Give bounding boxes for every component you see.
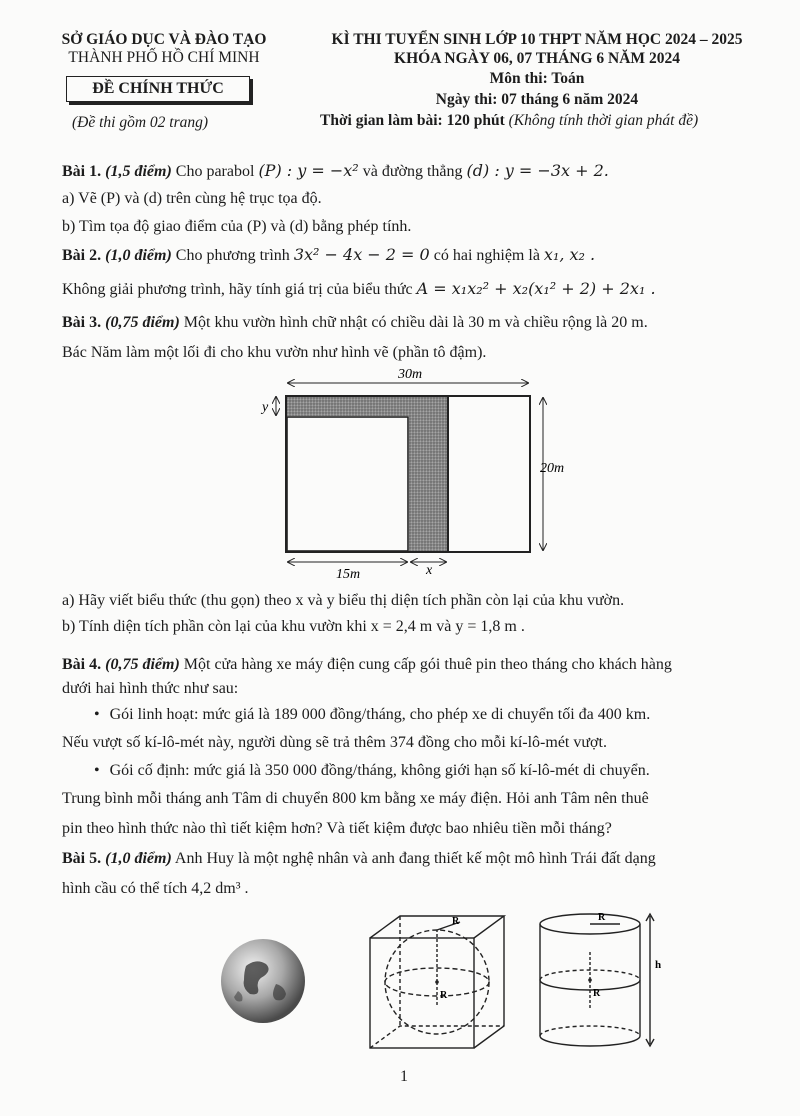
line-formula: (d) : y = −3x + 2. [466,161,609,180]
cylinder-bottom-back [540,1026,640,1036]
problem-4-flexible-plan: • Gói linh hoạt: mức giá là 189 000 đồng/tháng, cho phép xe di chuyển tối đa 400 km. [94,704,650,726]
problem-1-points: (1,5 điểm) [105,163,172,180]
problem-5-text: Anh Huy là một nghệ nhân và anh đang thiết kế một mô hình Trái đất dạng [174,850,656,867]
label-15m: 15m [336,567,361,582]
problem-5-statement [62,848,656,870]
problem-1-part-b: b) Tìm tọa độ giao điểm của (P) và (d) bằng phép tính. [62,218,412,235]
exam-session: KHÓA NGÀY 06, 07 THÁNG 6 NĂM 2024 [394,50,680,67]
parabol-formula: (P) : y = −x² [258,161,359,180]
exam-subject: Môn thi: Toán [489,70,585,87]
label-20m: 20m [540,461,565,476]
problem-3-part-a: a) Hãy viết biểu thức (thu gọn) theo x và y biểu thị diện tích phần còn lại của khu vườn. [62,592,625,609]
exam-duration [320,112,698,130]
cylinder-sphere-center [588,978,592,982]
label-x: x [426,563,433,578]
cube-hidden-edges [370,1026,504,1048]
dept-name: SỞ GIÁO DỤC VÀ ĐÀO TẠO [61,31,267,48]
problem-2-label: Bài 2. [62,247,102,264]
cyl-label-r-center: R [593,988,601,999]
problem-4-line-2: dưới hai hình thức như sau: [62,680,239,697]
cube-label-r-center: R [440,990,448,1001]
problem-3-text: Một khu vườn hình chữ nhật có chiều dài là 30 m và chiều rộng là 20 m. [183,314,648,331]
problem-4-label: Bài 4. [62,656,102,673]
problem-4-line-3: Nếu vượt số kí-lô-mét này, người dùng sẽ trả thêm 374 đồng cho mỗi kí-lô-mét vượt. [62,734,607,751]
problem-2-text-2: có hai nghiệm là [433,247,540,264]
city-name: THÀNH PHỐ HỒ CHÍ MINH [68,49,260,66]
cyl-label-r-top: R [598,912,606,923]
cylinder-sphere-figure [528,908,668,1058]
problem-4-line-4: Trung bình mỗi tháng anh Tâm di chuyển 800 km bằng xe máy điện. Hỏi anh Tâm nên thuê [62,790,649,807]
page-number: 1 [400,1068,408,1085]
garden-figure [250,364,570,586]
problem-1-text: Cho parabol [175,163,255,180]
problem-3-statement [62,312,648,334]
problem-4-line-5: pin theo hình thức nào thì tiết kiệm hơn? Và tiết kiệm được bao nhiêu tiền mỗi tháng? [62,820,612,837]
problem-4-points: (0,75 điểm) [105,656,180,673]
quadratic-equation: 3x² − 4x − 2 = 0 [293,245,430,264]
duration-note: (Không tính thời gian phát đề) [508,112,699,129]
cyl-label-h: h [655,959,662,971]
problem-1-statement [62,160,609,183]
cube-sphere-figure [360,910,520,1060]
problem-2-text: Cho phương trình [175,247,290,264]
problem-2-statement [62,244,595,267]
cube-label-r-top: R [452,916,460,927]
exam-date: Ngày thi: 07 tháng 6 năm 2024 [435,91,639,108]
duration-text: Thời gian làm bài: 120 phút [320,112,505,129]
garden-remaining-part [287,417,408,551]
problem-4-fixed-plan: • Gói cố định: mức giá là 350 000 đồng/tháng, không giới hạn số kí-lô-mét di chuyển. [94,760,650,782]
official-exam-label: ĐỀ CHÍNH THỨC [66,76,250,102]
problem-3-part-b: b) Tính diện tích phần còn lại của khu vườn khi x = 2,4 m và y = 1,8 m . [62,618,525,635]
problem-3-line-2: Bác Năm làm một lối đi cho khu vườn như hình vẽ (phần tô đậm). [62,344,487,361]
cylinder-bottom-front [540,1036,640,1046]
problem-3-points: (0,75 điểm) [105,314,180,331]
label-y: y [262,400,269,415]
problem-2-instruction: Không giải phương trình, hãy tính giá trị của biểu thức [62,281,413,298]
label-30m: 30m [398,367,423,382]
problem-4-statement [62,654,672,676]
earth-globe-image [218,936,308,1026]
problem-1-text-2: và đường thẳng [362,163,463,180]
problem-2-line-2 [62,278,656,301]
problem-5-label: Bài 5. [62,850,102,867]
problem-2-points: (1,0 điểm) [105,247,172,264]
pages-note: (Đề thi gồm 02 trang) [72,114,209,131]
problem-4-text: Một cửa hàng xe máy điện cung cấp gói thuê pin theo tháng cho khách hàng [183,656,672,673]
problem-1-label: Bài 1. [62,163,102,180]
problem-1-part-a: a) Vẽ (P) và (d) trên cùng hệ trục tọa độ. [62,190,322,207]
expression-a: A = x₁x₂² + x₂(x₁² + 2) + 2x₁ . [416,279,656,298]
exam-title: KÌ THI TUYỂN SINH LỚP 10 THPT NĂM HỌC 2024 – 2025 [331,31,743,48]
problem-3-label: Bài 3. [62,314,102,331]
path-vertical [409,396,448,552]
problem-5-line-2: hình cầu có thể tích 4,2 dm³ . [62,880,249,897]
roots-notation: x₁, x₂ . [543,245,596,264]
sphere-center [435,980,439,984]
problem-5-points: (1,0 điểm) [105,850,172,867]
